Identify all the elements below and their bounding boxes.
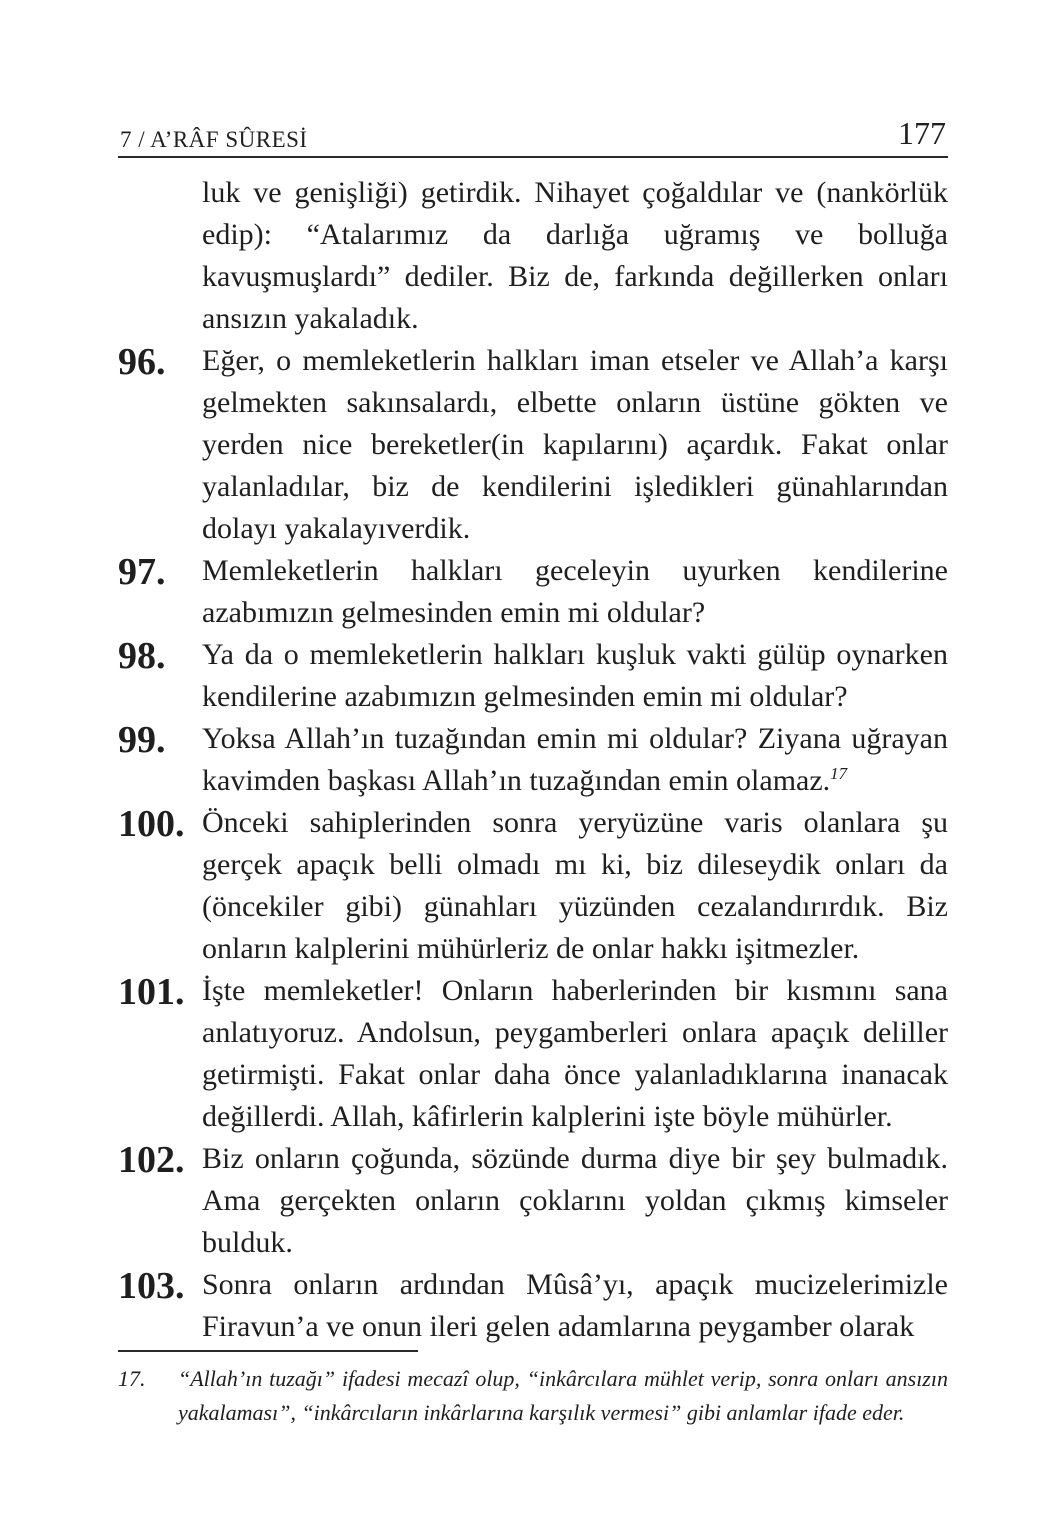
verse-99: [118, 718, 948, 802]
main-text: [118, 172, 948, 1348]
verse-text: Memleketlerin halkları geceleyin uyurken kendilerine azabımızın gelmesinden emin mi oldular?: [202, 554, 948, 629]
verse-97: [118, 550, 948, 634]
page-number: 177: [898, 115, 946, 151]
verse-text: Sonra onların ardından Mûsâ’yı, apaçık mucizelerimizle Firavun’a ve onun ileri gelen adamlarına peygamber olarak: [202, 1268, 948, 1343]
footnote-text: “Allah’ın tuzağı” ifadesi mecazî olup, “inkârcılara mühlet verip, sonra onları ansızın yakalaması”, “inkârcıların inkârlarına karşılık vermesi” gibi anlamlar ifade eder.: [178, 1366, 948, 1425]
verse-number: 101.: [118, 971, 185, 1013]
page-header: [118, 112, 948, 158]
footnote-number: 17.: [118, 1366, 146, 1391]
verse-continuation: [118, 172, 948, 340]
verse-text: Önceki sahiplerinden sonra yeryüzüne varis olanlara şu gerçek apaçık belli olmadı mı ki, biz dileseydik onları da (öncekiler gibi) günahları yüzünden cezalandırırdık. Biz onların kalplerini mühürleriz de onlar hakkı işitmezler.: [202, 806, 948, 965]
verse-96: [118, 340, 948, 550]
verse-98: [118, 634, 948, 718]
verse-number: 99.: [118, 719, 166, 761]
verse-text-body: Yoksa Allah’ın tuzağından emin mi oldular? Ziyana uğrayan kavimden başkası Allah’ın tuzağından emin olamaz.: [202, 722, 948, 797]
verse-text: luk ve genişliği) getirdik. Nihayet çoğaldılar ve (nankörlük edip): “Atalarımız da darlığa uğramış ve bolluğa kavuşmuşlardı” dediler. Biz de, farkında değillerken onları ansızın yakaladık.: [202, 176, 948, 335]
footnote: [118, 1362, 948, 1430]
footnote-reference[interactable]: 17: [830, 764, 848, 783]
footnote-divider: [118, 1350, 418, 1352]
verse-101: [118, 970, 948, 1138]
verse-number: 98.: [118, 635, 166, 677]
verse-text: Biz onların çoğunda, sözünde durma diye bir şey bulmadık. Ama gerçekten onların çoklarını yoldan çıkmış kimseler bulduk.: [202, 1142, 948, 1259]
verse-103: [118, 1264, 948, 1348]
verse-number: 96.: [118, 341, 166, 383]
verse-102: [118, 1138, 948, 1264]
verse-text: Eğer, o memleketlerin halkları iman etseler ve Allah’a karşı gelmekten sakınsalardı, elbette onların üstüne gökten ve yerden nice bereketler(in kapılarını) açardık. Fakat onlar yalanladılar, biz de kendilerini işledikleri günahlarından dolayı yakalayıverdik.: [202, 344, 948, 545]
running-title: 7 / A’RÂF SÛRESİ: [120, 127, 308, 152]
verse-number: 103.: [118, 1265, 185, 1307]
verse-text: [202, 718, 948, 802]
verse-text: Ya da o memleketlerin halkları kuşluk vakti gülüp oynarken kendilerine azabımızın gelmesinden emin mi oldular?: [202, 638, 948, 713]
verse-number: 102.: [118, 1139, 185, 1181]
verse-text: İşte memleketler! Onların haberlerinden bir kısmını sana anlatıyoruz. Andolsun, peygamberleri onlara apaçık deliller getirmişti. Fakat onlar daha önce yalanladıklarına inanacak değillerdi. Allah, kâfirlerin kalplerini işte böyle mühürler.: [202, 974, 948, 1133]
verse-100: [118, 802, 948, 970]
verse-number: 100.: [118, 803, 185, 845]
verse-number: 97.: [118, 551, 166, 593]
